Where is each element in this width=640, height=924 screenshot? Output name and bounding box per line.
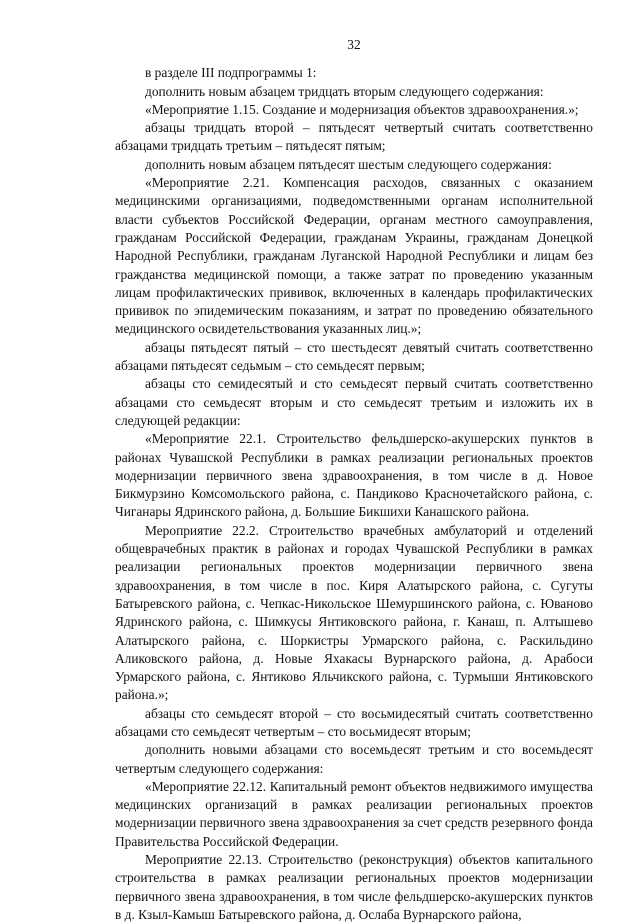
paragraph: дополнить новым абзацем пятьдесят шестым следующего содержания:	[145, 156, 552, 172]
paragraph: абзацы сто семидесятый и сто семьдесят первый считать соответственно абзацами сто семьдесят вторым и сто семьдесят третьим и изложить их в следующей редакции:	[115, 376, 593, 428]
paragraph: дополнить новыми абзацами сто восемьдесят третьим и сто восемьдесят четвертым следующего содержания:	[115, 742, 593, 776]
paragraph: в разделе III подпрограммы 1:	[145, 65, 317, 81]
paragraph: абзацы тридцать второй – пятьдесят четвертый считать соответственно абзацами тридцать третьим – пятьдесят пятым;	[115, 120, 593, 154]
document-page	[115, 0, 593, 924]
paragraph: «Мероприятие 22.1. Строительство фельдшерско-акушерских пунктов в районах Чувашской Республики в рамках реализации региональных проектов модернизации первичного звена здравоохранения, в том числе в д. Новое Бикмурзино Комсомольского района, с. Пандиково Красночетайского района, с. Чиганары Ядринского района, д. Большие Бикшихи Канашского района.	[115, 431, 593, 520]
page-number: 32	[347, 37, 361, 52]
paragraph: абзацы пятьдесят пятый – сто шестьдесят девятый считать соответственно абзацами пятьдесят седьмым – сто семьдесят первым;	[115, 339, 593, 374]
paragraph: Мероприятие 22.2. Строительство врачебных амбулаторий и отделений общеврачебных практик в районах и городах Чувашской Республики в рамках реализации региональных проектов модернизации первичного звена здравоохранения, в том числе в пос. Киря Алатырского района, с. Сугуты Батыревского района, с. Чепкас-Никольское Шемуршинского района, с. Юваново Ядринского района, с. Шимкусы Янтиковского района, г. Канаш, п. Алтышево Алатырского района, с. Шоркистры Урмарского района, с. Раскильдино Аликовского района, д. Новые Яхакасы Вурнарского района, д. Арабоси Урмарского района, с. Янтиково Яльчикского района, с. Турмыши Янтиковского района.»;	[115, 522, 593, 703]
paragraph: дополнить новым абзацем тридцать вторым следующего содержания:	[145, 83, 544, 99]
paragraph: абзацы сто семьдесят второй – сто восьмидесятый считать соответственно абзацами сто семьдесят четвертым – сто восьмидесят вторым;	[115, 705, 593, 739]
paragraph: «Мероприятие 1.15. Создание и модернизация объектов здравоохранения.»;	[145, 101, 579, 117]
paragraph: «Мероприятие 2.21. Компенсация расходов, связанных с оказанием медицинскими организациями, подведомственными органам исполнительной власти субъектов Российской Федерации, органам местного самоуправления, гражданам Российской Федерации, гражданам Украины, гражданам Донецкой Народной Республики, гражданам Луганской Народной Республики и лицам без гражданства медицинской помощи, а также затрат по проведению указанным лицам профилактических прививок, включенных в календарь профилактических прививок по эпидемическим показаниям, и затрат по проведению обязательного медицинского освидетельствования указанных лиц.»;	[115, 175, 593, 337]
paragraph: «Мероприятие 22.12. Капитальный ремонт объектов недвижимого имущества медицинских организаций в рамках реализации региональных проектов модернизации первичного звена здравоохранения за счет средств резервного фонда Правительства Российской Федерации.	[115, 778, 593, 849]
paragraph: Мероприятие 22.13. Строительство (реконструкция) объектов капитального строительства в рамках реализации региональных проектов модернизации первичного звена здравоохранения, в том числе фельдшерско-акушерских пунктов в д. Кзыл-Камыш Батыревского района, д. Ослаба Вурнарского района,	[115, 852, 593, 922]
